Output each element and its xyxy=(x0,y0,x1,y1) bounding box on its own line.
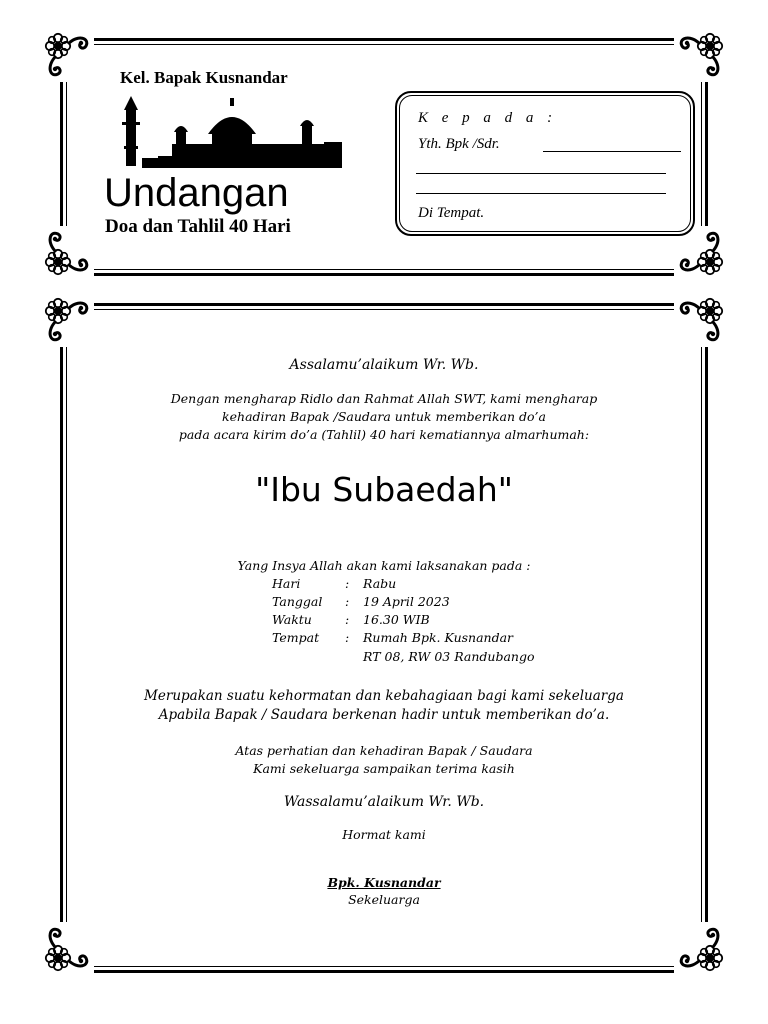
corner-flourish-icon xyxy=(42,295,94,347)
recipient-address-line[interactable] xyxy=(416,173,666,174)
mosque-silhouette-icon xyxy=(112,92,342,172)
honor-line: Apabila Bapak / Saudara berkenan hadir untuk memberikan do’a. xyxy=(158,707,610,723)
kepada-label: K e p a d a : xyxy=(418,110,558,126)
schedule-value: 19 April 2023 xyxy=(363,594,450,609)
schedule-intro: Yang Insya Allah akan kami laksanakan pada : xyxy=(237,558,531,573)
corner-flourish-icon xyxy=(42,30,94,82)
schedule-label: Tanggal xyxy=(272,594,323,609)
greeting: Assalamu’alaikum Wr. Wb. xyxy=(289,357,479,373)
corner-flourish-icon xyxy=(674,295,726,347)
schedule-colon: : xyxy=(345,576,350,591)
yth-label: Yth. Bpk /Sdr. xyxy=(418,136,500,152)
schedule-label: Hari xyxy=(272,576,301,591)
schedule-colon: : xyxy=(345,594,350,609)
intro-line: Dengan mengharap Ridlo dan Rahmat Allah SWT, kami mengharap xyxy=(170,391,598,406)
invitation-title: Undangan xyxy=(104,171,289,215)
schedule-colon: : xyxy=(345,612,350,627)
thanks-line: Kami sekeluarga sampaikan terima kasih xyxy=(253,761,515,776)
honor-line: Merupakan suatu kehormatan dan kebahagiaan bagi kami sekeluarga xyxy=(144,688,624,704)
schedule-value: Rabu xyxy=(363,576,397,591)
schedule-label: Tempat xyxy=(272,630,320,645)
corner-flourish-icon xyxy=(674,922,726,974)
regards: Hormat kami xyxy=(342,827,426,842)
intro-line: pada acara kirim do’a (Tahlil) 40 hari kematiannya almarhumah: xyxy=(178,427,590,442)
closing: Wassalamu’alaikum Wr. Wb. xyxy=(283,794,485,810)
schedule-value: 16.30 WIB xyxy=(363,612,430,627)
intro-line: kehadiran Bapak /Saudara untuk memberikan do’a xyxy=(222,409,546,424)
recipient-name-line[interactable] xyxy=(543,151,681,152)
thanks-line: Atas perhatian dan kehadiran Bapak / Saudara xyxy=(235,743,533,758)
signer-note: Sekeluarga xyxy=(348,892,420,907)
deceased-name: "Ibu Subaedah" xyxy=(255,470,513,509)
di-tempat-label: Di Tempat. xyxy=(418,205,485,221)
corner-flourish-icon xyxy=(674,30,726,82)
schedule-label: Waktu xyxy=(272,612,312,627)
recipient-address-line[interactable] xyxy=(416,193,666,194)
schedule-colon: : xyxy=(345,630,350,645)
schedule-value: Rumah Bpk. Kusnandar xyxy=(363,630,514,645)
event-subtitle: Doa dan Tahlil 40 Hari xyxy=(105,216,291,237)
corner-flourish-icon xyxy=(42,922,94,974)
schedule-address-continuation: RT 08, RW 03 Randubango xyxy=(363,649,535,664)
family-name: Kel. Bapak Kusnandar xyxy=(120,68,288,87)
corner-flourish-icon xyxy=(42,226,94,278)
signer-name: Bpk. Kusnandar xyxy=(327,875,441,890)
